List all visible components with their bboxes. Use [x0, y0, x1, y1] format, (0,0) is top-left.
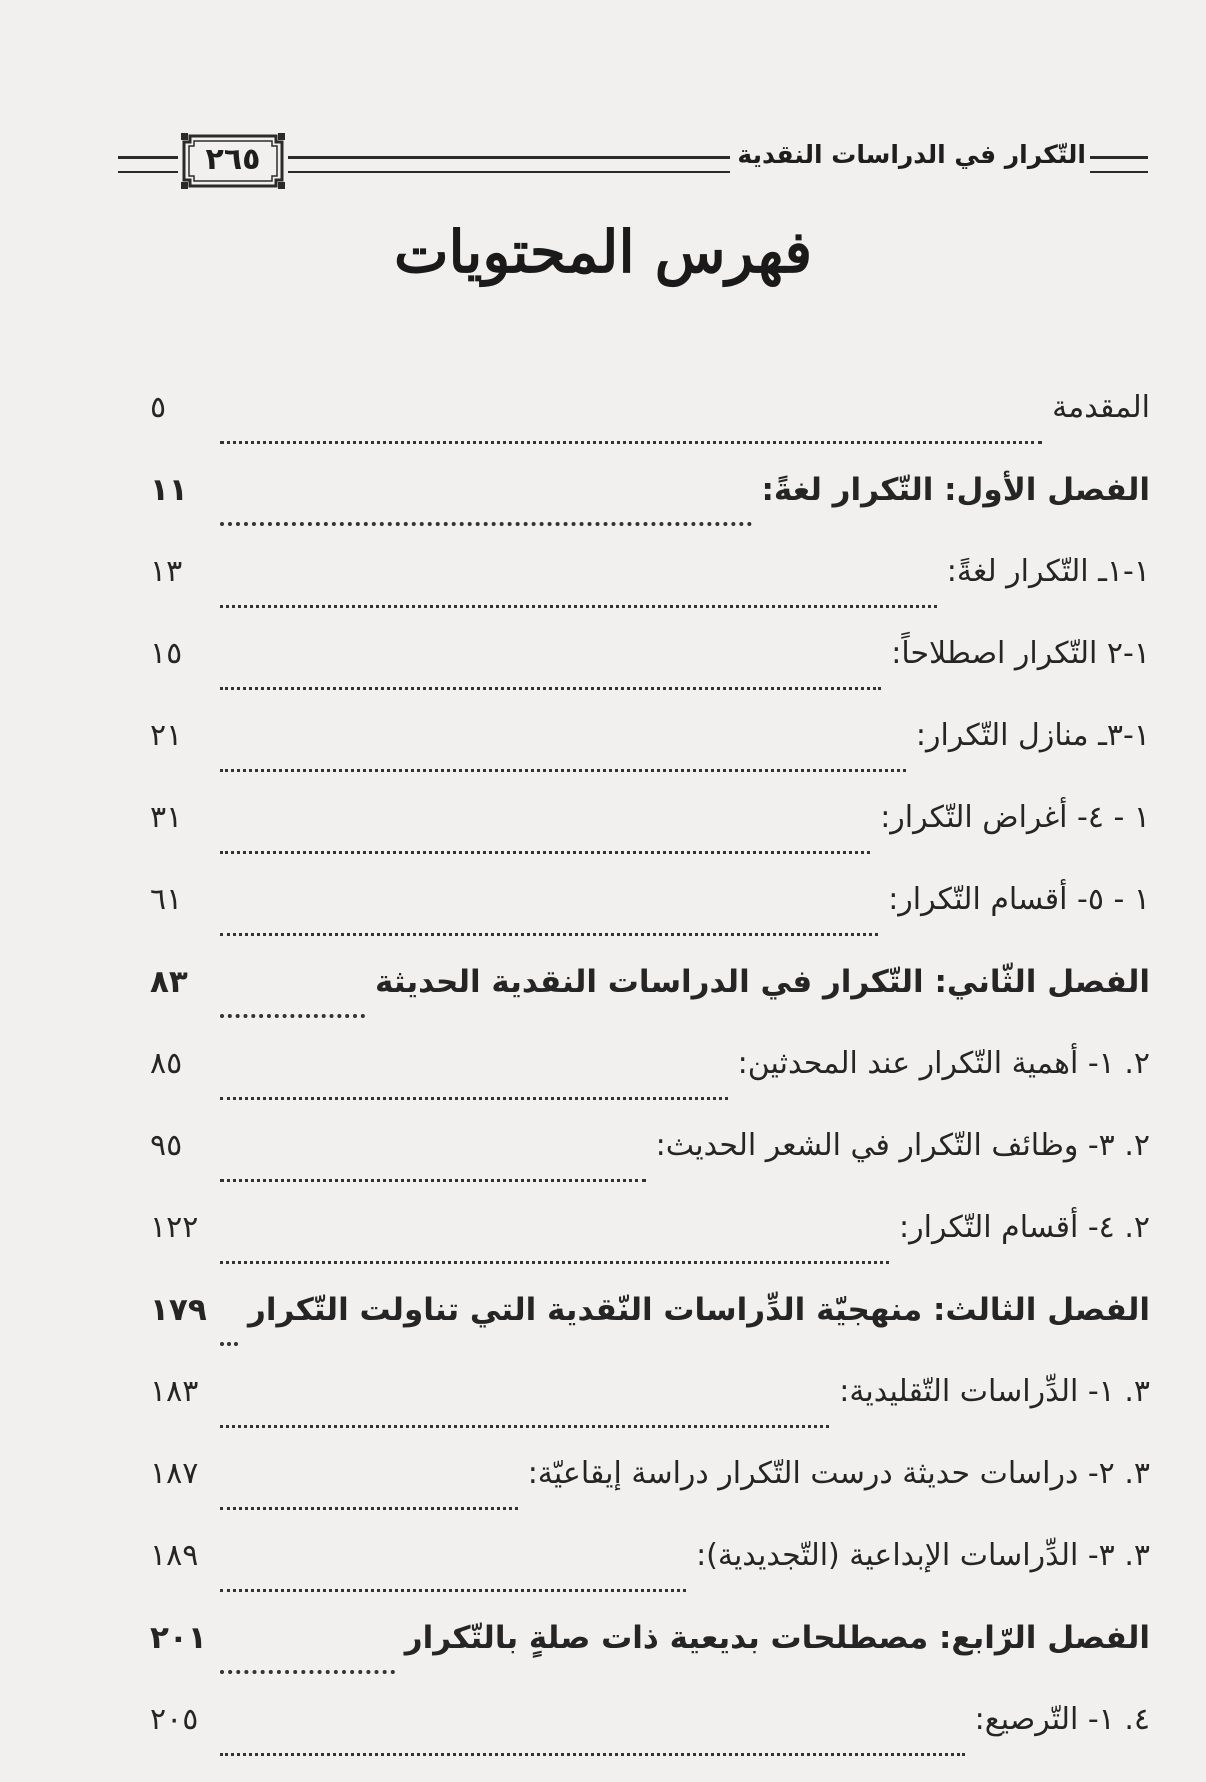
toc-entry-page: ٨٥	[150, 1046, 183, 1081]
toc-entry[interactable]	[150, 880, 1150, 962]
toc-entry-title: الفصل الثالث: منهجيّة الدِّراسات النّقدية التي تناولت التّكرار	[247, 1292, 1150, 1328]
toc-entry-title: ٣. ١- الدِّراسات التّقليدية:	[839, 1374, 1150, 1409]
toc-chapter-entry[interactable]	[150, 470, 1150, 552]
dot-leader	[220, 599, 937, 608]
dot-leader	[220, 1747, 965, 1756]
toc-entry-title: المقدمة	[1052, 390, 1150, 425]
toc-entry-page: ١١	[150, 472, 188, 508]
dot-leader	[220, 1336, 238, 1346]
toc-entry[interactable]	[150, 1454, 1150, 1536]
dot-leader	[220, 1091, 728, 1100]
dot-leader	[220, 681, 881, 690]
toc-entry[interactable]	[150, 1208, 1150, 1290]
toc-entry[interactable]	[150, 388, 1150, 470]
toc-entry-page: ١٧٩	[150, 1292, 207, 1328]
header-rule	[288, 156, 730, 173]
toc-entry[interactable]	[150, 1700, 1150, 1782]
toc-entry-title: ١ - ٤- أغراض التّكرار:	[880, 800, 1150, 835]
dot-leader	[220, 1173, 646, 1182]
dot-leader	[220, 1255, 889, 1264]
dot-leader	[220, 1419, 829, 1428]
toc-entry[interactable]	[150, 1372, 1150, 1454]
toc-entry-title: الفصل الأول: التّكرار لغةً:	[761, 472, 1150, 508]
dot-leader	[220, 1583, 686, 1592]
toc-entry-title: ١ - ٥- أقسام التّكرار:	[888, 882, 1150, 917]
toc-entry-page: ٢١	[150, 718, 183, 753]
toc-entry-page: ١٨٧	[150, 1456, 199, 1491]
toc-entry[interactable]	[150, 1536, 1150, 1618]
toc-entry-title: الفصل الرّابع: مصطلحات بديعية ذات صلةٍ بالتّكرار	[404, 1620, 1150, 1656]
toc-entry-title: ١-٣ـ منازل التّكرار:	[915, 718, 1150, 753]
toc-entry-page: ٩٥	[150, 1128, 183, 1163]
page-title: فهرس المحتويات	[393, 218, 813, 286]
running-header	[118, 130, 1148, 210]
toc-entry-title: ٤. ١- التّرصيع:	[974, 1702, 1150, 1737]
toc-entry-title: ١-٢ التّكرار اصطلاحاً:	[891, 636, 1150, 671]
toc-entry-title: ٢. ٣- وظائف التّكرار في الشعر الحديث:	[655, 1128, 1150, 1163]
toc-entry-page: ٢٠٥	[150, 1702, 199, 1737]
toc-entry-title: الفصل الثّاني: التّكرار في الدراسات النقدية الحديثة	[375, 964, 1150, 1000]
toc-entry[interactable]	[150, 634, 1150, 716]
toc-entry-page: ٦١	[150, 882, 183, 917]
toc-entry-title: ١-١ـ التّكرار لغةً:	[946, 554, 1150, 589]
page-number-frame	[180, 132, 286, 190]
toc-chapter-entry[interactable]	[150, 1290, 1150, 1372]
toc-entry-title: ٣. ٣- الدِّراسات الإبداعية (التّجديدية):	[696, 1538, 1150, 1573]
dot-leader	[220, 1664, 395, 1674]
toc-entry-page: ٢٠١	[150, 1620, 207, 1656]
toc-entry-page: ٨٣	[150, 964, 188, 1000]
dot-leader	[220, 1501, 518, 1510]
toc-entry[interactable]	[150, 1044, 1150, 1126]
dot-leader	[220, 763, 906, 772]
running-title: التّكرار في الدراسات النقدية	[737, 140, 1086, 169]
toc-entry[interactable]	[150, 716, 1150, 798]
toc-entry-page: ١٨٣	[150, 1374, 199, 1409]
dot-leader	[220, 927, 878, 936]
page-number: ٢٦٥	[205, 142, 261, 177]
toc-entry-title: ٣. ٢- دراسات حديثة درست التّكرار دراسة إيقاعيّة:	[527, 1456, 1150, 1491]
dot-leader	[220, 1008, 365, 1018]
dot-leader	[220, 435, 1042, 444]
header-rule	[118, 156, 178, 173]
toc-entry-page: ١٢٢	[150, 1210, 199, 1245]
toc-entry[interactable]	[150, 552, 1150, 634]
header-rule	[1090, 156, 1148, 173]
toc-chapter-entry[interactable]	[150, 962, 1150, 1044]
toc-entry-title: ٢. ١- أهمية التّكرار عند المحدثين:	[737, 1046, 1150, 1081]
toc-chapter-entry[interactable]	[150, 1618, 1150, 1700]
toc-entry-page: ١٨٩	[150, 1538, 199, 1573]
toc-entry[interactable]	[150, 1126, 1150, 1208]
toc-entry-title: ٢. ٤- أقسام التّكرار:	[899, 1210, 1150, 1245]
table-of-contents	[150, 388, 1150, 1782]
dot-leader	[220, 516, 752, 526]
dot-leader	[220, 845, 870, 854]
toc-entry-page: ٣١	[150, 800, 183, 835]
toc-entry-page: ١٣	[150, 554, 183, 589]
toc-entry-page: ٥	[150, 390, 167, 425]
toc-entry-page: ١٥	[150, 636, 183, 671]
toc-entry[interactable]	[150, 798, 1150, 880]
